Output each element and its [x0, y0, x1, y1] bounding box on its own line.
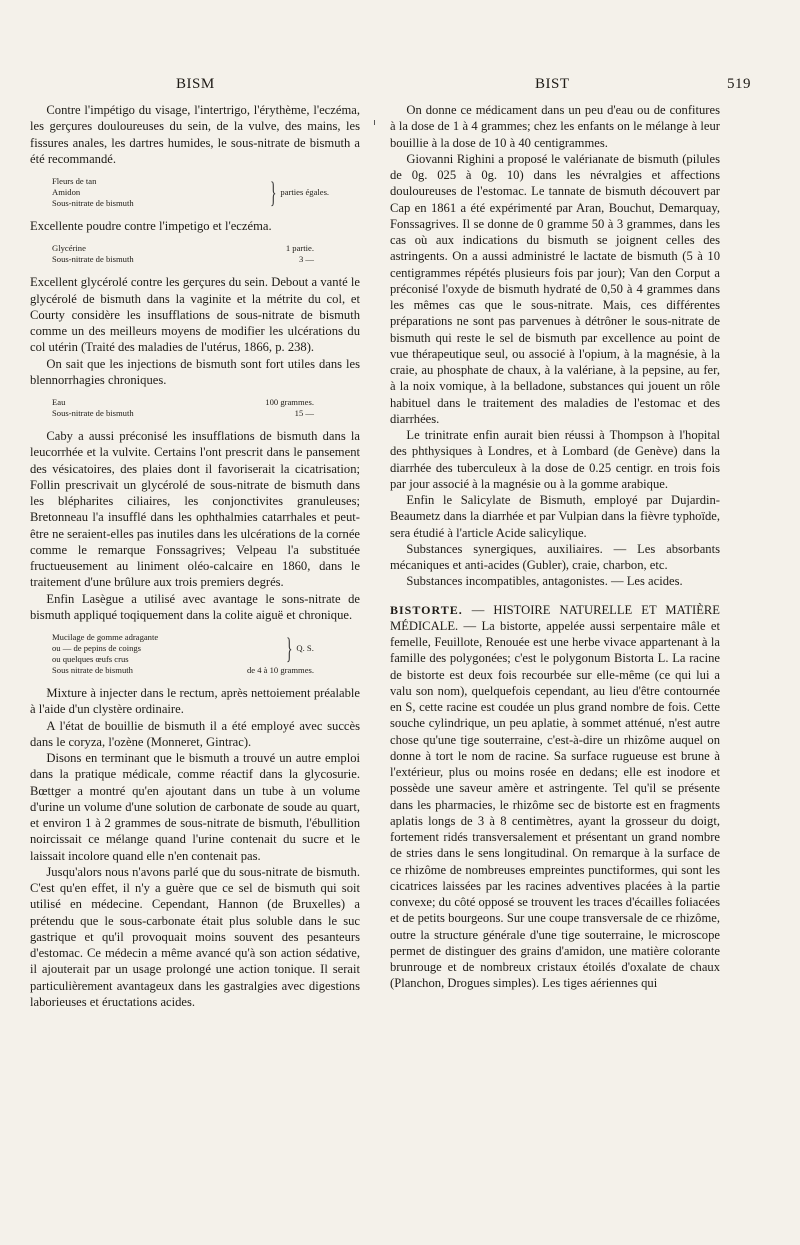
paragraph: Excellent glycérolé contre les gerçures du sein. Debout a vanté le glycérolé de bismuth dans la vaginite et la métrite du col, et Courty considère les insufflations de sous-nitrate de bismuth comme un des meilleurs moyens de modifier les ulcérations du col utérin (Traité des maladies de l'utérus, 1866, p. 238).	[30, 275, 360, 355]
recipe-2	[52, 243, 360, 265]
paragraph: Giovanni Righini a proposé le valérianate de bismuth (pilules de 0g. 025 à 0g. 10) dans les névralgies et affections douloureuses de l'estomac. Le tannate de bismuth découvert par Cap en 1861 a été expérimenté par Aran, Bouchut, Demarquay, Fonssagrives. Il se donne de 0 gramme 50 à 3 grammes, dans les cas où aux indications du bismuth se joignent celles des astringents. On a aussi administré le lactate de bismuth (5 à 10 centigrammes répétés plusieurs fois par jour); Van den Corput a préconisé l'oxyde de bismuth hydraté de 0,50 à 4 grammes dans les mêmes cas que le sous-nitrate. Mais, ces différentes préparations ne sont pas parvenues à détrôner le sous-nitrate de bismuth qui reste le sel de bismuth par excellence au point de vue thérapeutique seul, ou associé à l'opium, à la magnésie, à la craie, au phosphate de chaux, à la valériane, à la pepsine, au fer, à la noix vomique, à la belladone, substances qui jouent un rôle habituel dans le traitement des maladies de l'estomac et des diarrhées.	[390, 151, 720, 426]
left-column	[30, 102, 360, 1010]
entry-headword: BISTORTE.	[390, 602, 463, 617]
paragraph: A l'état de bouillie de bismuth il a été employé avec succès dans le coryza, l'ozène (Monneret, Gintrac).	[30, 718, 360, 749]
recipe-quantity: 3 —	[298, 254, 314, 265]
paragraph: Contre l'impétigo du visage, l'intertrigo, l'érythème, l'eczéma, les gerçures douloureuses du sein, de la vulve, des mains, les fissures anales, les dartres humides, le sous-nitrate de bismuth a été recommandé.	[30, 103, 360, 166]
paragraph: On sait que les injections de bismuth sont fort utiles dans les blennorrhagies chroniques.	[30, 356, 360, 387]
dictionary-entry	[390, 602, 720, 992]
recipe-ingredient: Fleurs de tan	[52, 176, 97, 186]
paragraph: Enfin Lasègue a utilisé avec avantage le sons-nitrate de bismuth appliqué toqiquement dans la colite aiguë et chronique.	[30, 591, 360, 622]
recipe-ingredient: ou quelques œufs crus	[52, 654, 129, 664]
recipe-ingredient: Sous-nitrate de bismuth	[52, 198, 134, 208]
paragraph: Enfin le Salicylate de Bismuth, employé par Dujardin-Beaumetz dans la diarrhée et par Vulpian dans la fièvre typhoïde, sera étudié à l'article Acide salicylique.	[390, 493, 720, 540]
paragraph: Substances synergiques, auxiliaires. — Les absorbants mécaniques et anti-acides (Gubler), craie, charbon, etc.	[390, 541, 720, 572]
paragraph: Jusqu'alors nous n'avons parlé que du sous-nitrate de bismuth. C'est qu'en effet, il n'y a guère que ce sel de bismuth qui soit utilisé en médecine. Cependant, Hannon (de Bruxelles) a prétendu que le sous-carbonate était plus soluble dans le suc gastrique et qu'il provoquait moins souvent des pesanteurs d'estomac. Ce médecin a même avancé qu'à son action sédative, il ajouterait par un usage prolongé une action tonique. Il serait particulièrement avantageux dans les gastralgies avec digestions laborieuses et éructations acides.	[30, 864, 360, 1009]
recipe-ingredient: Sous nitrate de bismuth	[52, 665, 133, 675]
recipe-quantity: 15 —	[294, 408, 314, 418]
recipe-quantity: parties égales.	[280, 187, 330, 197]
page-number: 519	[727, 76, 751, 92]
paragraph: On donne ce médicament dans un peu d'eau ou de confitures à la dose de 1 à 4 grammes; chez les enfants on le mélange à leur bouillie à la dose de 10 à 40 centigrammes.	[390, 103, 720, 150]
recipe-3	[52, 397, 360, 419]
recipe-quantity: 100 grammes.	[265, 397, 314, 407]
paragraph: Le trinitrate enfin aurait bien réussi à Thompson à l'hopital des phthysiques à Londres, et à Lombard (de Genève) dans la diarrhée des tuberculeux à la dose de 0.25 centigr. en trois fois par jour associé à la magnésie ou à la gomme arabique.	[390, 428, 720, 491]
paragraph: Substances incompatibles, antagonistes. — Les acides.	[406, 574, 683, 589]
paragraph: Mixture à injecter dans le rectum, après nettoiement préalable à l'aide d'un clystère ordinaire.	[30, 686, 360, 717]
paragraph: Caby a aussi préconisé les insufflations de bismuth dans la leucorrhée et la vulvite. Certains l'ont prescrit dans le pansement des vésicatoires, des plaies dont il favoriserait la cicatrisation; Follin prescrivait un glycérolé de sous-nitrate de bismuth dans les blépharites ciliaires, les conjonctivites granuleuses; Bretonneau l'a insufflé dans les ophthalmies catarrhales et peut-être ne seraient-elles pas inutiles dans les ulcérations de la cornée comme le remarque Fonssagrives; Velpeau l'a substituée fructueusement au liniment oléo-calcaire en 1860, dans le traitement d'une brûlure aux trois premiers degrés.	[30, 429, 360, 590]
recipe-quantity: de 4 à 10 grammes.	[246, 665, 314, 675]
recipe-ingredient: ou — de pepins de coings	[52, 643, 142, 653]
running-head-center: BIST	[535, 76, 570, 92]
recipe-ingredient: Mucilage de gomme adragante	[52, 632, 159, 642]
running-head-left: BISM	[176, 76, 215, 92]
recipe-quantity: 1 partie.	[285, 243, 314, 254]
entry-text: — HISTOIRE NATURELLE ET MATIÈRE MÉDICALE. — La bistorte, appelée aussi serpentaire mâle et femelle, Feuillote, Renouée est une herbe vivace appartenant à la famille des polygonées; c'est le polygonum Bistorta L. La racine de bistorte est deux fois recourbée sur elle-même (ce qui lui a valu son nom), quelquefois cependant, au lieu d'être contournée en S, cette racine est coudée un plus grand nombre de fois. Cette souche cylindrique, un peu aplatie, à sommet atténué, n'est autre chose qu'une tige souterraine, c'est-à-dire un rhizôme auquel on donne à tort le nom de racine. Sa surface rugueuse est brune à l'extérieur, plus ou moins rosée en dedans; elle est inodore et possède une saveur amère et astringente. Tel qu'il se présente dans les pharmacies, le rhizôme sec de bistorte est en fragments aplatis longs de 3 à 8 centimètres, ayant la grosseur du doigt, fortement ridés transversalement et présentant un grand nombre de stries dans le sens longitudinal. On remarque à la surface de ce rhizôme de nombreuses empreintes punctiformes, qui sont les cicatrices laissées par les racines adventives placées à la partie convexe; du côté opposé se trouvent les traces d'écailles foliacées et de petits bourgeons. Sur une coupe transversale de ce rhizôme, outre la structure générale d'une tige souterraine, le microscope permet de distinguer des grains d'amidon, une matière colorante brunrouge et de nombreux cristaux étoilés d'oxalate de chaux (Planchon, Drogues simples). Les tiges aériennes qui	[390, 602, 720, 991]
recipe-ingredient: Glycérine	[52, 243, 86, 254]
recipe-ingredient: Sous-nitrate de bismuth	[52, 408, 134, 418]
brace: }	[269, 175, 277, 209]
recipe-ingredient: Eau	[52, 397, 66, 407]
recipe-quantity: Q. S.	[296, 643, 314, 653]
recipe-1	[52, 176, 360, 209]
right-column	[390, 102, 720, 992]
paragraph: Disons en terminant que le bismuth a trouvé un autre emploi dans la pratique médicale, comme réactif dans la glycosurie. Bœttger a montré qu'en ajoutant dans un tube à un volume d'urine un volume d'une solution de carbonate de soude au quart, et environ 1 à 2 grammes de sous-nitrate de bismuth, l'ébullition noircissait ce mélange quand l'urine contenait du sucre et le laissait incolore quand elle n'en contenait pas.	[30, 751, 360, 863]
paragraph: Excellente poudre contre l'impetigo et l'eczéma.	[30, 219, 272, 233]
brace: }	[285, 631, 293, 665]
recipe-ingredient: Amidon	[52, 187, 81, 197]
recipe-4	[52, 632, 360, 676]
divider	[374, 120, 375, 125]
recipe-ingredient: Sous-nitrate de bismuth	[52, 254, 134, 265]
